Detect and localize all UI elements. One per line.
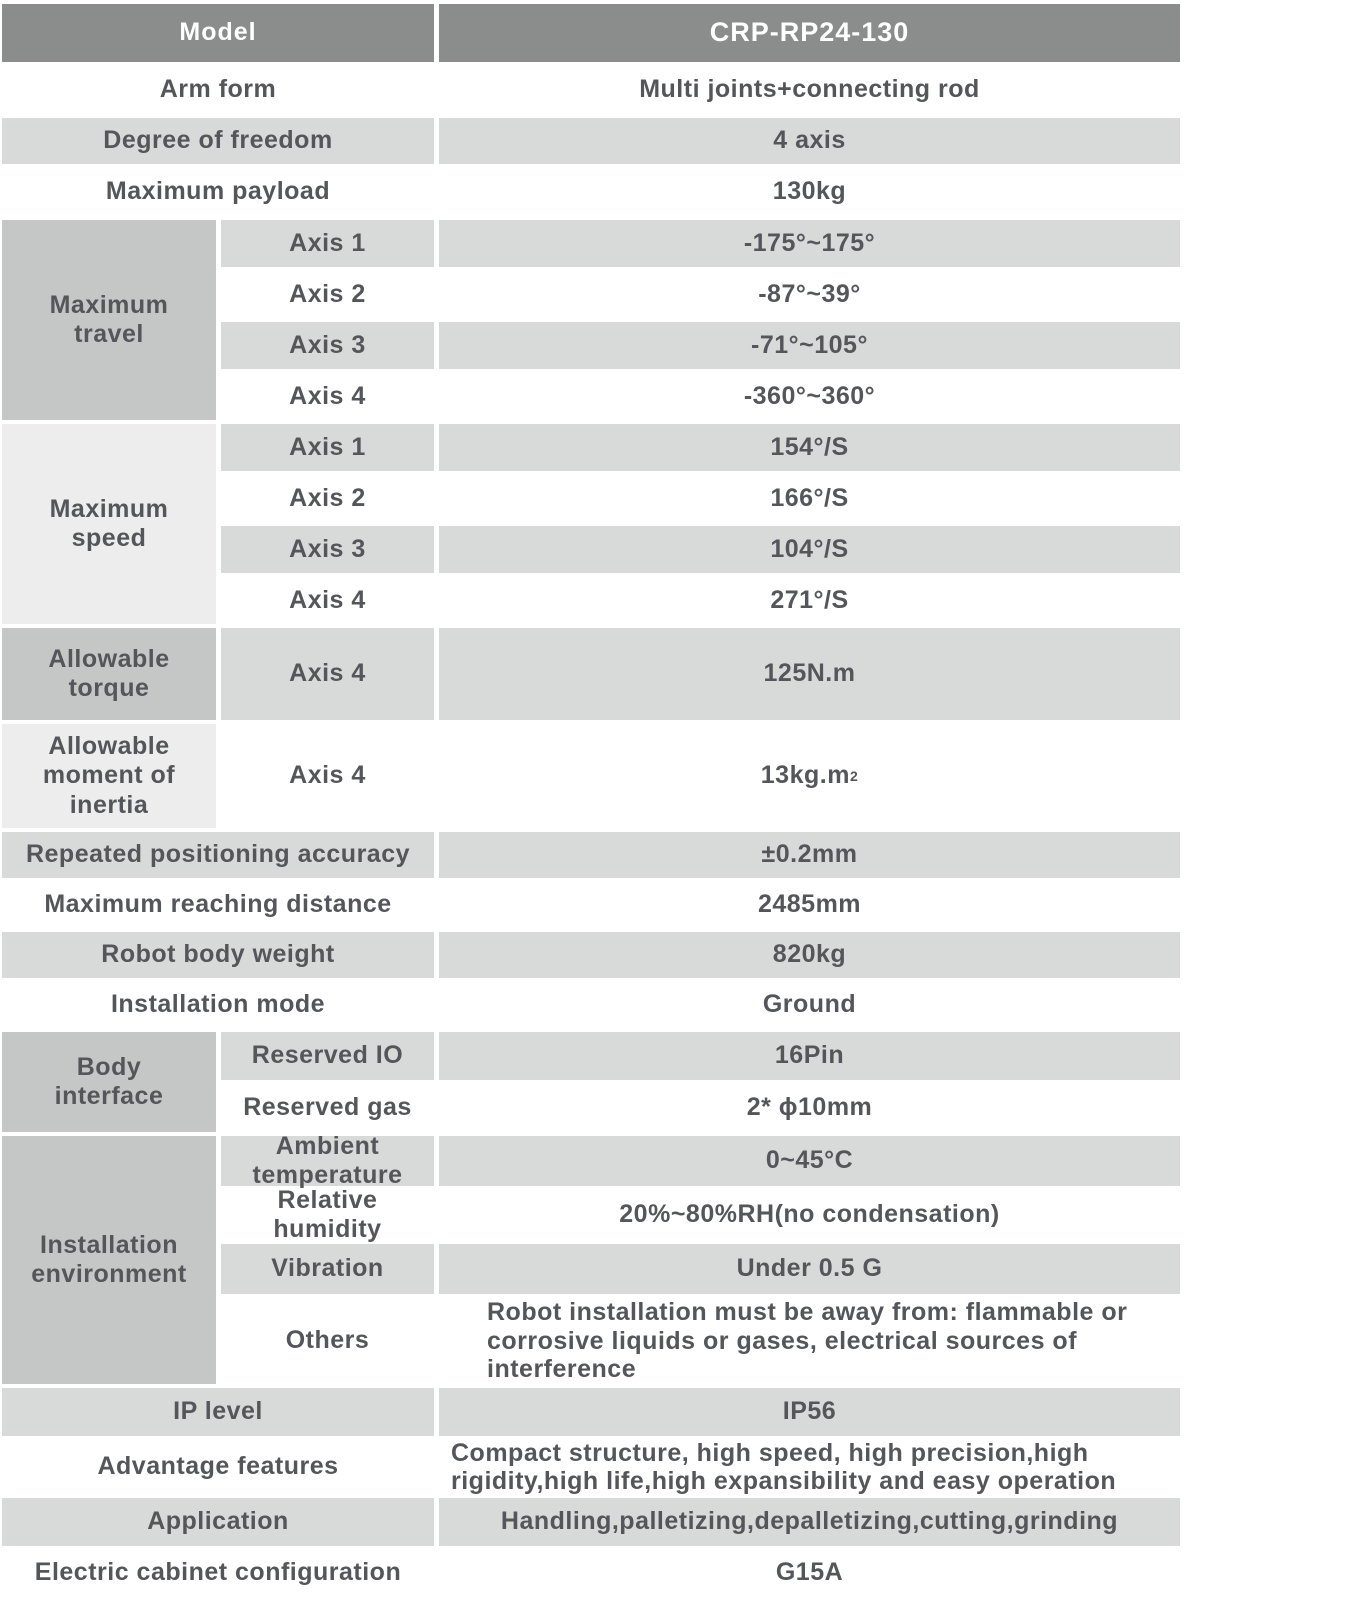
row-value-ambient-temperature: 0~45°C (439, 1136, 1180, 1186)
row-label-torque-axis4: Axis 4 (221, 628, 434, 720)
row-installation-mode (2, 982, 1180, 1028)
row-value-advantage-features: Compact structure, high speed, high precision,high rigidity,high life,high expansibility and easy operation (439, 1440, 1180, 1494)
row-label-reserved-gas: Reserved gas (221, 1084, 434, 1132)
row-label-speed-axis3: Axis 3 (221, 526, 434, 573)
row-label-maximum-reaching-distance: Maximum reaching distance (2, 882, 434, 928)
row-value-speed-axis4: 271°/S (439, 577, 1180, 624)
row-value-speed-axis3: 104°/S (439, 526, 1180, 573)
row-value-travel-axis2: -87°~39° (439, 271, 1180, 318)
group-title-allowable-torque: Allowable torque (2, 628, 216, 720)
row-label-others: Others (221, 1298, 434, 1384)
row-maximum-reaching-distance (2, 882, 1180, 928)
row-value-robot-body-weight: 820kg (439, 932, 1180, 978)
row-ambient-temperature (221, 1131, 1180, 1189)
row-value-installation-mode: Ground (439, 982, 1180, 1028)
section-allowable-inertia (2, 724, 1180, 828)
row-value-travel-axis4: -360°~360° (439, 373, 1180, 420)
row-label-installation-mode: Installation mode (2, 982, 434, 1028)
row-label-vibration: Vibration (221, 1244, 434, 1294)
row-value-others: Robot installation must be away from: flammable or corrosive liquids or gases, electrical sources of interference (439, 1298, 1180, 1384)
row-label-travel-axis1: Axis 1 (221, 220, 434, 267)
row-label-electric-cabinet-configuration: Electric cabinet configuration (2, 1550, 434, 1596)
row-value-application: Handling,palletizing,depalletizing,cutting,grinding (439, 1498, 1180, 1546)
section-allowable-torque (2, 628, 1180, 720)
row-robot-body-weight (2, 932, 1180, 978)
row-value-maximum-reaching-distance: 2485mm (439, 882, 1180, 928)
row-value-reserved-io: 16Pin (439, 1032, 1180, 1080)
row-others (221, 1298, 1180, 1384)
row-torque-axis4 (221, 628, 1180, 720)
row-label-speed-axis2: Axis 2 (221, 475, 434, 522)
row-label-travel-axis4: Axis 4 (221, 373, 434, 420)
row-label-maximum-payload: Maximum payload (2, 168, 434, 216)
inertia-value-base: 13kg.m (760, 761, 850, 790)
row-speed-axis4 (221, 577, 1180, 624)
row-value-travel-axis1: -175°~175° (439, 220, 1180, 267)
row-electric-cabinet-configuration (2, 1550, 1180, 1596)
spec-table (2, 4, 1180, 1596)
row-value-ip-level: IP56 (439, 1388, 1180, 1436)
section-body-interface (2, 1032, 1180, 1132)
row-reserved-gas (221, 1084, 1180, 1132)
row-maximum-payload (2, 168, 1180, 216)
section-maximum-travel (2, 220, 1180, 420)
row-label-reserved-io: Reserved IO (221, 1032, 434, 1080)
row-value-electric-cabinet-configuration: G15A (439, 1550, 1180, 1596)
group-title-maximum-travel: Maximum travel (2, 220, 216, 420)
row-value-vibration: Under 0.5 G (439, 1244, 1180, 1294)
row-label-relative-humidity: Relative humidity (221, 1190, 434, 1240)
row-label-degree-of-freedom: Degree of freedom (2, 118, 434, 164)
row-inertia-axis4 (221, 724, 1180, 828)
row-speed-axis3 (221, 526, 1180, 573)
row-value-reserved-gas: 2* ϕ10mm (439, 1084, 1180, 1132)
row-application (2, 1498, 1180, 1546)
row-value-repeated-positioning-accuracy: ±0.2mm (439, 832, 1180, 878)
row-label-repeated-positioning-accuracy: Repeated positioning accuracy (2, 832, 434, 878)
row-vibration (221, 1244, 1180, 1294)
row-advantage-features (2, 1440, 1180, 1494)
row-travel-axis2 (221, 271, 1180, 318)
group-title-body-interface: Body interface (2, 1032, 216, 1132)
row-travel-axis3 (221, 322, 1180, 369)
row-value-travel-axis3: -71°~105° (439, 322, 1180, 369)
row-value-relative-humidity: 20%~80%RH(no condensation) (439, 1190, 1180, 1240)
row-label-robot-body-weight: Robot body weight (2, 932, 434, 978)
header-row (2, 4, 1180, 62)
row-value-arm-form: Multi joints+connecting rod (439, 66, 1180, 114)
row-relative-humidity (221, 1185, 1180, 1243)
row-value-inertia-axis4: 13kg.m 2 (439, 724, 1180, 828)
section-installation-environment (2, 1131, 1180, 1384)
row-value-speed-axis1: 154°/S (439, 424, 1180, 471)
row-repeated-positioning-accuracy (2, 832, 1180, 878)
header-model-value: CRP-RP24-130 (439, 4, 1180, 62)
row-travel-axis4 (221, 373, 1180, 420)
row-degree-of-freedom (2, 118, 1180, 164)
row-value-speed-axis2: 166°/S (439, 475, 1180, 522)
row-label-application: Application (2, 1498, 434, 1546)
row-reserved-io (221, 1032, 1180, 1080)
row-label-speed-axis4: Axis 4 (221, 577, 434, 624)
row-speed-axis2 (221, 475, 1180, 522)
group-title-installation-environment: Installation environment (2, 1136, 216, 1384)
row-travel-axis1 (221, 220, 1180, 267)
section-maximum-speed (2, 424, 1180, 624)
row-speed-axis1 (221, 424, 1180, 471)
row-label-advantage-features: Advantage features (2, 1440, 434, 1494)
group-title-maximum-speed: Maximum speed (2, 424, 216, 624)
row-value-degree-of-freedom: 4 axis (439, 118, 1180, 164)
row-label-ip-level: IP level (2, 1388, 434, 1436)
row-label-speed-axis1: Axis 1 (221, 424, 434, 471)
group-title-allowable-inertia: Allowable moment of inertia (2, 724, 216, 828)
row-label-travel-axis3: Axis 3 (221, 322, 434, 369)
row-value-maximum-payload: 130kg (439, 168, 1180, 216)
row-label-inertia-axis4: Axis 4 (221, 724, 434, 828)
row-ip-level (2, 1388, 1180, 1436)
header-model-label: Model (2, 4, 434, 62)
row-label-travel-axis2: Axis 2 (221, 271, 434, 318)
row-label-ambient-temperature: Ambient temperature (221, 1136, 434, 1186)
row-label-arm-form: Arm form (2, 66, 434, 114)
row-value-torque-axis4: 125N.m (439, 628, 1180, 720)
row-arm-form (2, 66, 1180, 114)
